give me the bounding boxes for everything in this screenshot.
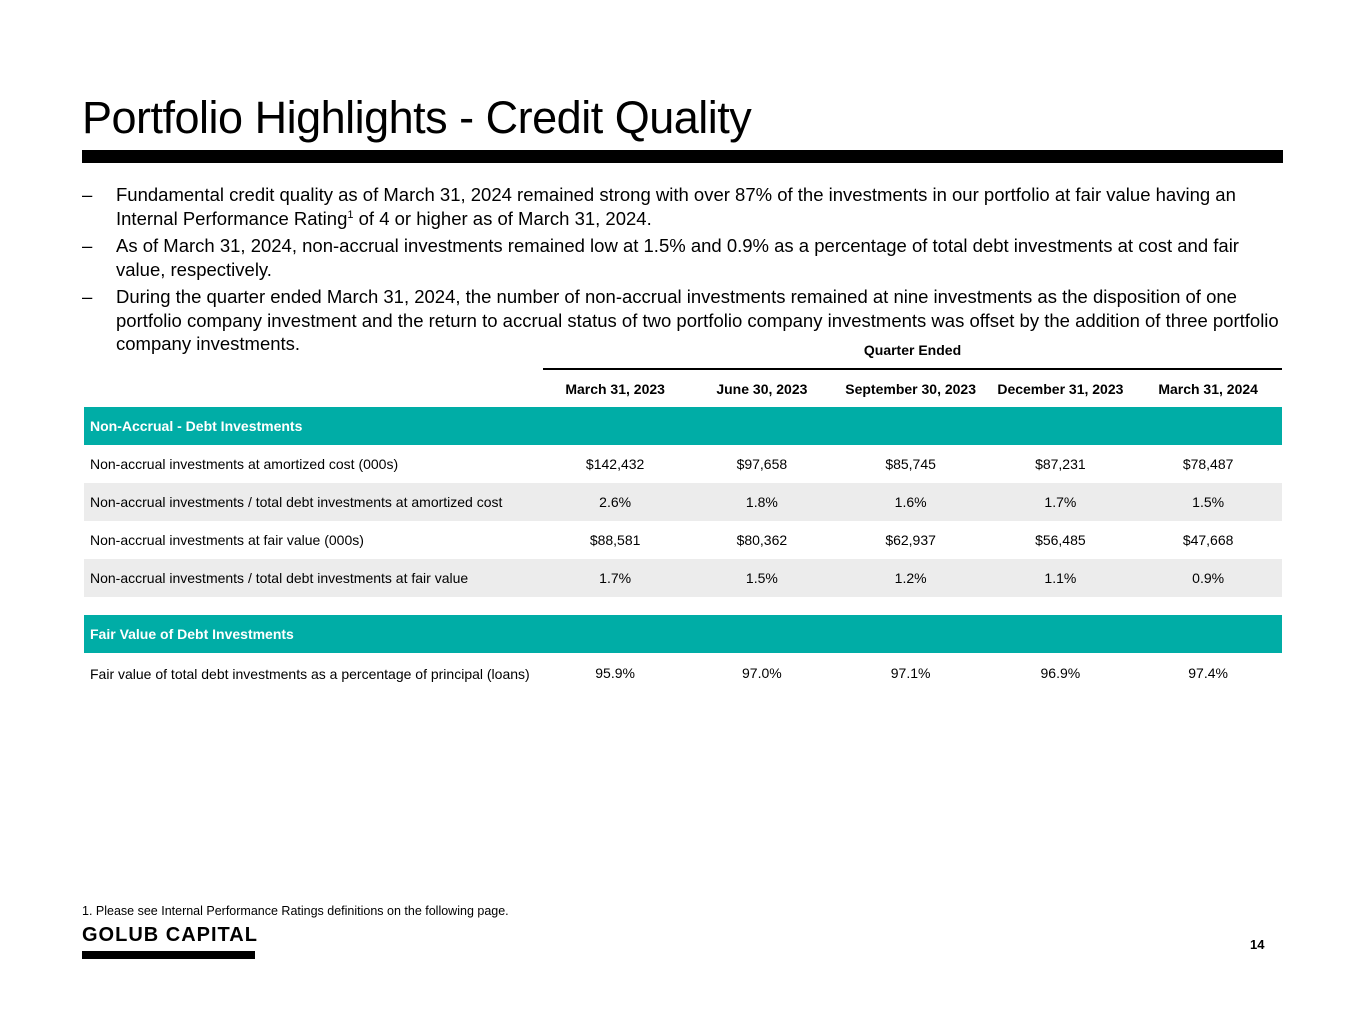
table-cell: 2.6% bbox=[599, 494, 632, 510]
company-logo: GOLUB CAPITAL bbox=[82, 924, 258, 946]
table-cell: 1.2% bbox=[894, 570, 927, 586]
table-cell: $56,485 bbox=[1035, 532, 1086, 548]
column-header: September 30, 2023 bbox=[845, 380, 976, 397]
table-header-row bbox=[84, 370, 1282, 407]
page-title: Portfolio Highlights - Credit Quality bbox=[82, 92, 752, 143]
bullet-text: During the quarter ended March 31, 2024, the number of non-accrual investments remained at nine investments as the disposition of one portfolio company investment and the return to accrual status of two portfolio company investments was offset by the addition of three portfolio company investments. bbox=[116, 286, 1279, 354]
bullet-list bbox=[82, 183, 1292, 360]
row-label: Non-accrual investments / total debt investments at fair value bbox=[90, 570, 469, 586]
row-label: Non-accrual investments / total debt investments at amortized cost bbox=[90, 494, 503, 510]
table-cell: 1.6% bbox=[894, 494, 927, 510]
table-cell: 96.9% bbox=[1040, 665, 1081, 681]
section-header-non-accrual bbox=[84, 407, 1282, 445]
table-row bbox=[84, 483, 1282, 521]
quarter-ended-header: Quarter Ended bbox=[863, 342, 962, 358]
table-cell: $142,432 bbox=[585, 456, 645, 472]
table-cell: $85,745 bbox=[885, 456, 936, 472]
table-cell: 1.8% bbox=[745, 494, 778, 510]
table-cell: 95.9% bbox=[595, 665, 635, 681]
bullet-dash: – bbox=[82, 235, 93, 256]
title-divider bbox=[82, 150, 1283, 163]
row-label: Non-accrual investments at fair value (000s) bbox=[90, 532, 364, 548]
footnote: 1. Please see Internal Performance Ratings definitions on the following page. bbox=[82, 904, 509, 918]
bullet-text: As of March 31, 2024, non-accrual investments remained low at 1.5% and 0.9% as a percentage of total debt investments at cost and fair value, respectively. bbox=[116, 235, 1239, 280]
table-cell: 1.1% bbox=[1044, 570, 1077, 586]
row-label: Non-accrual investments at amortized cost (000s) bbox=[90, 456, 399, 472]
section-title: Non-Accrual - Debt Investments bbox=[90, 418, 303, 434]
table-row bbox=[84, 445, 1282, 483]
column-header: June 30, 2023 bbox=[716, 380, 808, 397]
page-number: 14 bbox=[1250, 937, 1265, 952]
table-cell: 0.9% bbox=[1192, 570, 1225, 586]
table-cell: $88,581 bbox=[589, 532, 641, 548]
table-cell: 97.1% bbox=[890, 665, 931, 681]
row-label: Fair value of total debt investments as a percentage of principal (loans) bbox=[90, 665, 530, 682]
table-row bbox=[84, 559, 1282, 597]
footnote-marker: 1 bbox=[347, 208, 354, 221]
section-spacer bbox=[84, 597, 1282, 615]
bullet-text-continued: of 4 or higher as of March 31, 2024. bbox=[353, 207, 652, 229]
table-cell: 1.7% bbox=[599, 570, 632, 586]
column-header: December 31, 2023 bbox=[997, 380, 1124, 397]
column-header: March 31, 2023 bbox=[565, 380, 665, 397]
table-cell: $87,231 bbox=[1035, 456, 1086, 472]
table-row bbox=[84, 653, 1282, 693]
table-cell: $62,937 bbox=[885, 532, 936, 548]
bullet-dash: – bbox=[82, 184, 93, 205]
table-cell: $78,487 bbox=[1182, 456, 1234, 472]
table-cell: $97,658 bbox=[736, 456, 788, 472]
table-cell: 97.4% bbox=[1188, 665, 1228, 681]
bullet-item bbox=[82, 183, 1292, 230]
section-title: Fair Value of Debt Investments bbox=[90, 626, 294, 642]
column-header: March 31, 2024 bbox=[1158, 380, 1258, 397]
bullet-dash: – bbox=[82, 286, 93, 307]
section-header-fair-value bbox=[84, 615, 1282, 653]
credit-quality-table bbox=[84, 370, 1282, 693]
table-cell: 1.5% bbox=[745, 570, 778, 586]
table-cell: $80,362 bbox=[736, 532, 788, 548]
table-row bbox=[84, 521, 1282, 559]
bullet-item bbox=[82, 234, 1292, 281]
logo-underline bbox=[82, 951, 255, 959]
bullet-text: Fundamental credit quality as of March 31, 2024 remained strong with over 87% of the investments in our portfolio at fair value having an Internal Performance Rating bbox=[116, 184, 1236, 229]
table-cell: $47,668 bbox=[1182, 532, 1234, 548]
table-cell: 1.5% bbox=[1192, 494, 1225, 510]
table-cell: 1.7% bbox=[1044, 494, 1077, 510]
table-cell: 97.0% bbox=[742, 665, 782, 681]
